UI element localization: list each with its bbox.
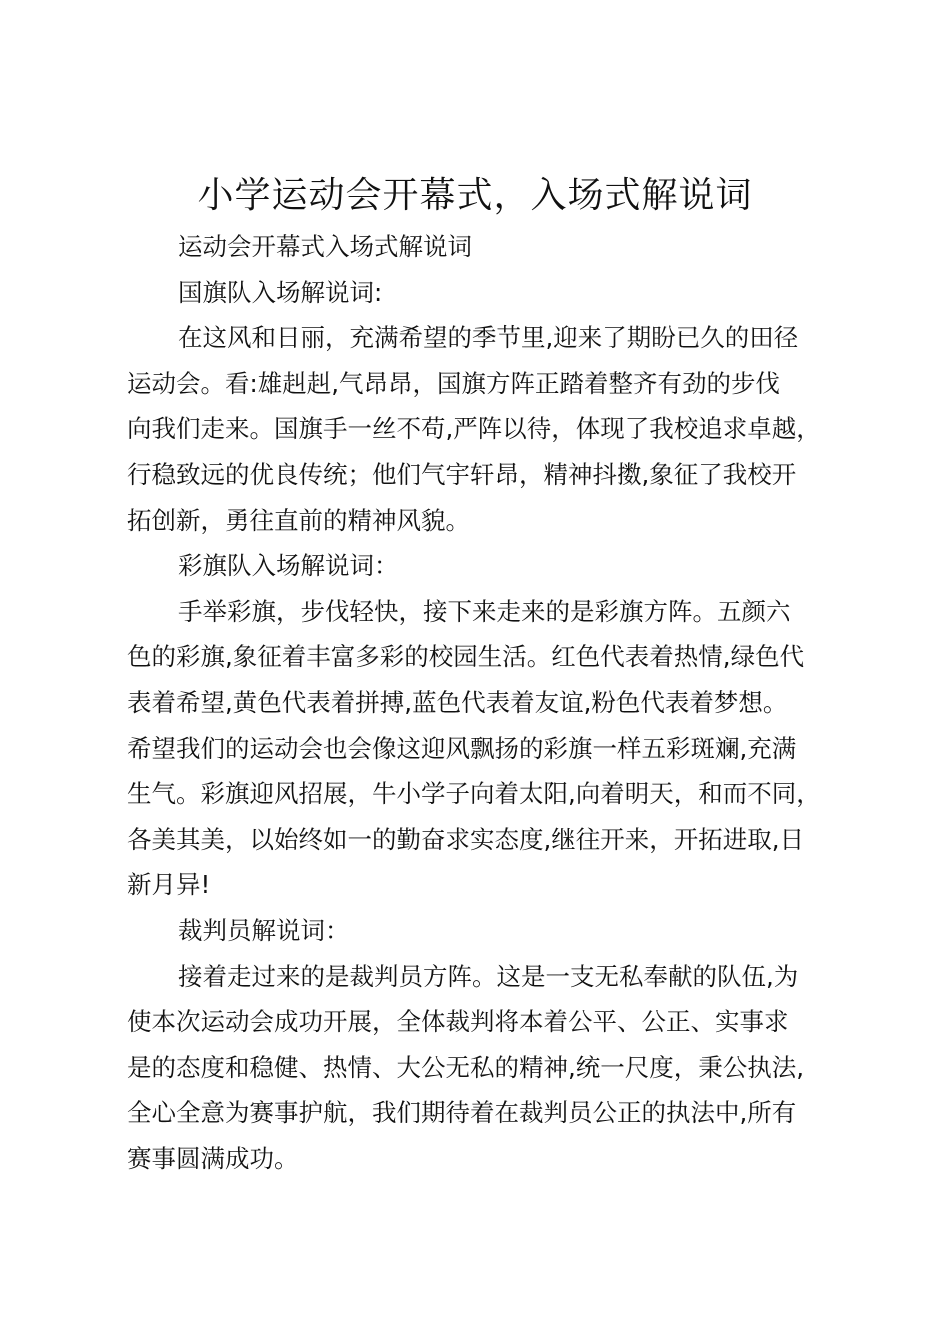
paragraph-line: 生气。彩旗迎风招展，牛小学子向着太阳,向着明天，和而不同， bbox=[127, 779, 821, 809]
paragraph-line: 希望我们的运动会也会像这迎风飘扬的彩旗一样五彩斑斓,充满 bbox=[127, 733, 797, 763]
paragraph-line: 赛事圆满成功。 bbox=[127, 1143, 299, 1173]
paragraph-line: 使本次运动会成功开展，全体裁判将本着公平、公正、实事求 bbox=[127, 1007, 789, 1037]
paragraph-line: 向我们走来。国旗手一丝不苟,严阵以待，体现了我校追求卓越， bbox=[127, 414, 821, 444]
subtitle-line: 运动会开幕式入场式解说词 bbox=[178, 232, 472, 261]
section-heading-color-flag-team: 彩旗队入场解说词： bbox=[178, 551, 399, 581]
paragraph-line: 色的彩旗,象征着丰富多彩的校园生活。红色代表着热情,绿色代 bbox=[127, 642, 805, 672]
paragraph-line: 是的态度和稳健、热情、大公无私的精神,统一尺度，秉公执法, bbox=[127, 1052, 805, 1082]
paragraph-line: 全心全意为赛事护航，我们期待着在裁判员公正的执法中,所有 bbox=[127, 1098, 797, 1128]
paragraph-line: 表着希望,黄色代表着拼搏,蓝色代表着友谊,粉色代表着梦想。 bbox=[127, 687, 788, 717]
paragraph-line: 运动会。看:雄赳赳,气昂昂，国旗方阵正踏着整齐有劲的步伐 bbox=[127, 368, 781, 398]
document-body bbox=[127, 224, 857, 1181]
paragraph-line: 拓创新，勇往直前的精神风貌。 bbox=[127, 505, 470, 535]
section-heading-referee: 裁判员解说词： bbox=[178, 915, 350, 945]
section-heading-flag-team: 国旗队入场解说词: bbox=[178, 277, 383, 307]
document-title: 小学运动会开幕式，入场式解说词 bbox=[197, 175, 753, 216]
paragraph-line: 在这风和日丽，充满希望的季节里,迎来了期盼已久的田径 bbox=[178, 323, 799, 353]
paragraph-line: 各美其美，以始终如一的勤奋求实态度,继往开来，开拓进取,日 bbox=[127, 824, 805, 854]
paragraph-line: 新月异! bbox=[127, 870, 211, 900]
paragraph-line: 接着走过来的是裁判员方阵。这是一支无私奉献的队伍,为 bbox=[178, 961, 799, 991]
paragraph-line: 手举彩旗，步伐轻快，接下来走来的是彩旗方阵。五颜六 bbox=[178, 596, 791, 626]
paragraph-line: 行稳致远的优良传统；他们气宇轩昂，精神抖擞,象征了我校开 bbox=[127, 459, 797, 489]
